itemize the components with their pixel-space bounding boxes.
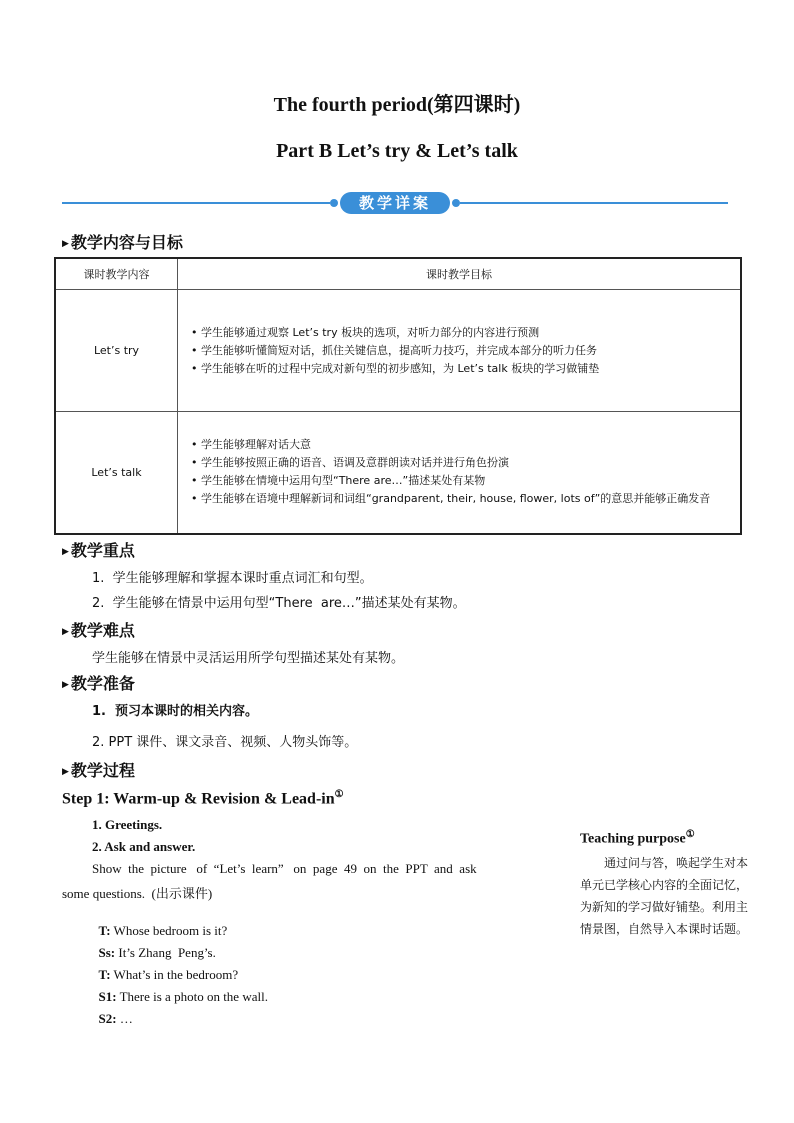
banner-label: 教学详案	[340, 192, 450, 214]
goal-item: • 学生能够听懂简短对话，抓住关键信息，提高听力技巧，并完成本部分的听力任务	[191, 342, 739, 360]
section-heading-key-points: ▶ 教学重点	[62, 541, 135, 560]
section-heading-goals: ▶ 教学内容与目标	[62, 233, 183, 252]
dialogue-line: S1: There is a photo on the wall.	[98, 989, 268, 1004]
section-banner	[330, 190, 460, 216]
preparation-item: 1. 预习本课时的相关内容。	[92, 704, 259, 719]
triangle-bullet-icon: ▶	[62, 767, 69, 777]
goals-table	[54, 257, 742, 535]
goal-item: • 学生能够在情境中运用句型“There are…”描述某处有某物	[191, 472, 739, 490]
table-header-row	[55, 258, 741, 290]
goal-item: • 学生能够在听的过程中完成对新句型的初步感知，为 Let’s talk 板块的学习做铺垫	[191, 360, 739, 378]
sidebar-title: Teaching purpose①	[580, 829, 695, 847]
banner-line-left	[62, 202, 330, 204]
ask-answer-line: 2. Ask and answer.	[92, 839, 196, 854]
dialogue-line: T: What’s in the bedroom?	[98, 967, 239, 982]
table-cell-goals	[178, 290, 742, 412]
page-title: The fourth period(第四课时)	[273, 94, 521, 116]
key-point-item: 2. 学生能够在情景中运用句型“There are…”描述某处有某物。	[92, 596, 466, 611]
table-cell-goals	[178, 412, 742, 534]
triangle-bullet-icon: ▶	[62, 547, 69, 557]
triangle-bullet-icon: ▶	[62, 239, 69, 249]
table-header-content: 课时教学内容	[55, 258, 178, 290]
instruction-line: Show the picture of “Let’s learn” on page 49 on the PPT and ask	[92, 861, 477, 876]
table-cell-content: Let’s try	[55, 290, 178, 412]
dialogue-line: T: Whose bedroom is it?	[98, 923, 228, 938]
triangle-bullet-icon: ▶	[62, 627, 69, 637]
sidebar-text: 通过问与答，唤起学生对本单元已学核心内容的全面记忆，为新知的学习做好铺垫。利用主情景图，自然导入本课时话题。	[580, 855, 749, 936]
section-heading-difficulties: ▶ 教学难点	[62, 621, 135, 640]
banner-line-right	[460, 202, 728, 204]
goal-item: • 学生能够理解对话大意	[191, 436, 739, 454]
banner-dot-right	[452, 199, 460, 207]
goal-item: • 学生能够通过观察 Let’s try 板块的选项，对听力部分的内容进行预测	[191, 324, 739, 342]
table-cell-content: Let’s talk	[55, 412, 178, 534]
footnote-mark: ①	[334, 789, 344, 800]
dialogue-line: S2: …	[98, 1011, 133, 1026]
greetings-line: 1. Greetings.	[92, 817, 163, 832]
page-subtitle: Part B Let’s try & Let’s talk	[276, 140, 518, 162]
table-header-goals: 课时教学目标	[178, 258, 742, 290]
teaching-purpose-sidebar	[580, 829, 750, 940]
table-row	[55, 290, 741, 412]
dialogue-line: Ss: It’s Zhang Peng’s.	[98, 945, 216, 960]
table-row	[55, 412, 741, 534]
footnote-mark: ①	[685, 829, 695, 840]
triangle-bullet-icon: ▶	[62, 680, 69, 690]
section-heading-process: ▶ 教学过程	[62, 761, 135, 780]
goal-item: • 学生能够按照正确的语音、语调及意群朗读对话并进行角色扮演	[191, 454, 739, 472]
goal-item: • 学生能够在语境中理解新词和词组“grandparent, their, house, flower, lots of”的意思并能够正确发音	[191, 490, 739, 508]
difficulty-text: 学生能够在情景中灵活运用所学句型描述某处有某物。	[92, 651, 405, 666]
key-point-item: 1. 学生能够理解和掌握本课时重点词汇和句型。	[92, 571, 373, 586]
preparation-item: 2. PPT 课件、课文录音、视频、人物头饰等。	[92, 735, 358, 750]
section-heading-preparation: ▶ 教学准备	[62, 674, 135, 693]
instruction-line: some questions. (出示课件)	[62, 886, 213, 901]
banner-dot-left	[330, 199, 338, 207]
step1-title: Step 1: Warm-up & Revision & Lead-in①	[62, 789, 344, 808]
